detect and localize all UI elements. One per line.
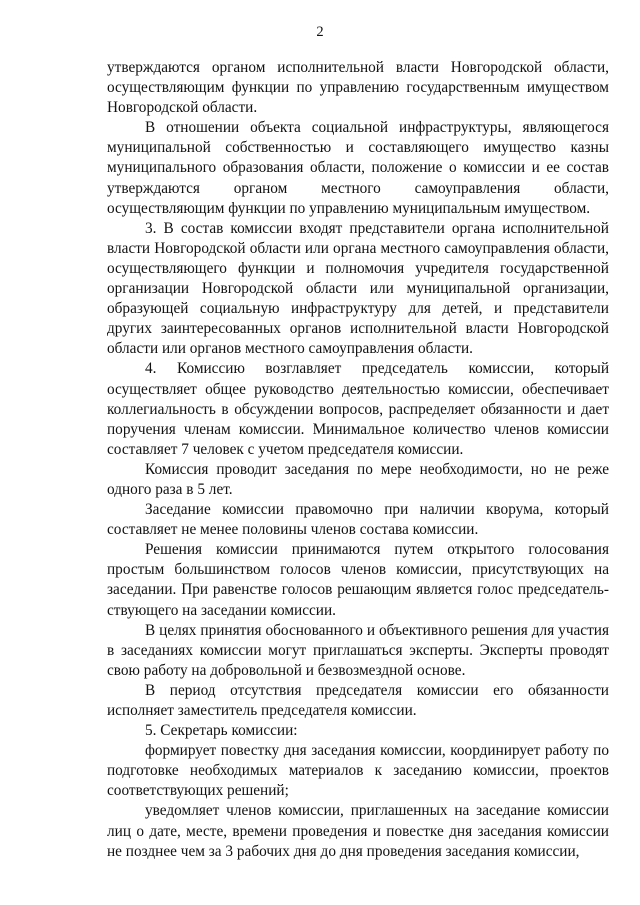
paragraph: Комиссия проводит заседания по мере необходимости, но не реже одного раза в 5 лет. [107,460,609,498]
paragraph: 4. Комиссию возглавляет председатель комиссии, который осуществляет общее руководство деятельностью комиссии, обеспечивает коллегиальность в обсуждении вопросов, распределяет обязанности и дает поручения членам комиссии. Минимальное количество членов комиссии составляет 7 человек с учетом председателя комиссии. [107,360,609,458]
paragraph: Заседание комиссии правомочно при наличии кворума, который составляет не менее половины членов состава комиссии. [107,501,609,539]
paragraph: В отношении объекта социальной инфраструктуры, являющегося муниципальной собственностью и составляющего имущество казны муниципального образования области, положение о комиссии и ее состав утверждаются органом местного самоуправления области, осуществляющим функции по управлению муниципальным имуществом. [107,119,609,217]
paragraph: утверждаются органом исполнительной власти Новгородской области, осуществляющим функции по управлению государственным имуществом Новгородской области. [107,59,609,117]
paragraph: В период отсутствия председателя комиссии его обязанности исполняет заместитель председателя комиссии. [107,681,609,719]
paragraph: 5. Секретарь комиссии: [145,722,298,740]
paragraph: уведомляет членов комиссии, приглашенных на заседание комиссии лиц о дате, месте, времени проведения и повестке дня заседания комиссии не позднее чем за 3 рабочих дня до дня проведения заседания комиссии, [107,802,609,860]
paragraph: В целях принятия обоснованного и объективного решения для участия в заседаниях комиссии могут приглашаться эксперты. Эксперты проводят свою работу на добровольной и безвозмездной основе. [107,621,609,679]
paragraph: Решения комиссии принимаются путем открытого голосования простым большинством голосов членов комиссии, присутствующих на заседании. При равенстве голосов решающим является голос председательствующего на заседании комиссии. [107,541,609,619]
paragraph: 3. В состав комиссии входят представители органа исполнительной власти Новгородской области или органа местного самоуправления области, осуществляющего функции и полномочия учредителя государственной организации Новгородской области или муниципальной организации, образующей социальную инфраструктуру для детей, и представители других заинтересованных органов исполнительной власти Новгородской области или органов местного самоуправления области. [107,219,609,358]
page-number: 2 [316,24,324,40]
document-body [107,58,609,862]
paragraph: формирует повестку дня заседания комиссии, координирует работу по подготовке необходимых материалов к заседанию комиссии, проектов соответствующих решений; [107,742,609,800]
